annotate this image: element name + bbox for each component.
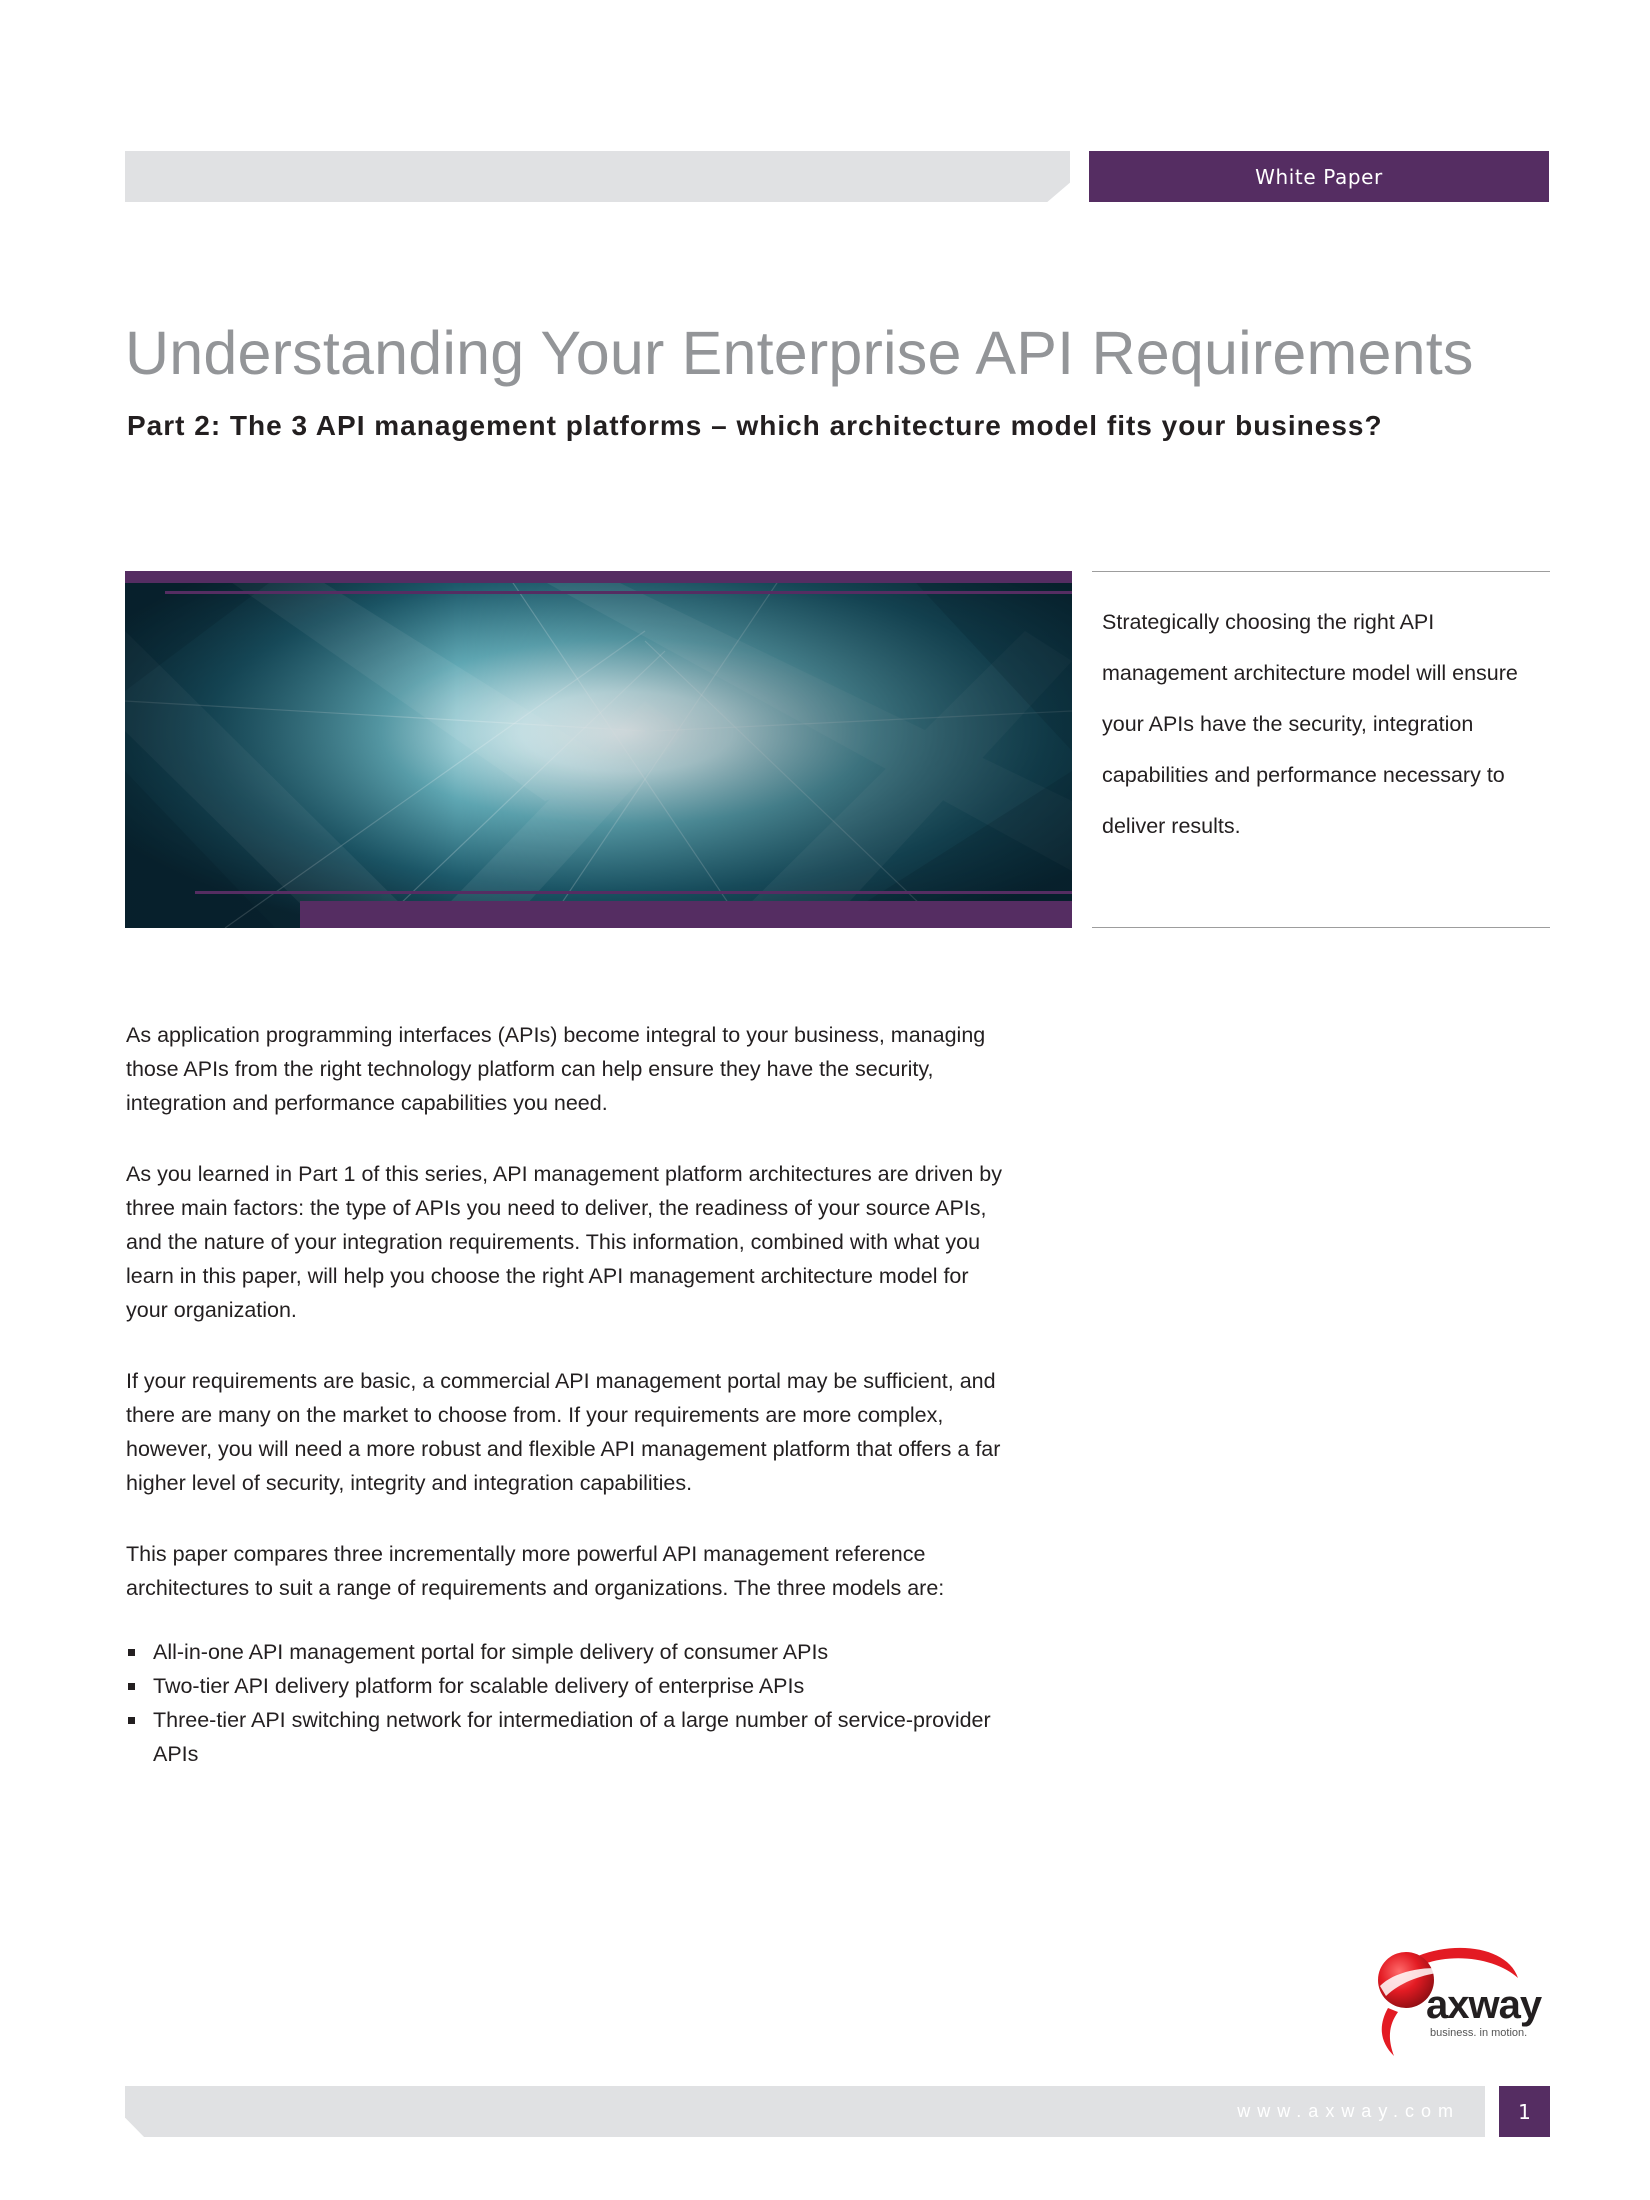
body-paragraph: As you learned in Part 1 of this series, API management platform architectures are driven by three main factors: the type of APIs you need to deliver, the readiness of your source APIs, and the nature of your integration requirements. This information, combined with what you learn in this paper, will help you choose the right API management architecture model for your organization.: [126, 1162, 1002, 1322]
bullet-square-icon: [128, 1717, 135, 1724]
bullet-square-icon: [128, 1649, 135, 1656]
list-item-text: Three-tier API switching network for intermediation of a large number of service-provider APIs: [153, 1708, 991, 1766]
callout-text: Strategically choosing the right API management architecture model will ensure your APIs have the security, integration capabilities and performance necessary to deliver results.: [1102, 610, 1518, 838]
footer-url[interactable]: www.axway.com: [1237, 2101, 1460, 2121]
logo-wordmark: axway: [1426, 1983, 1542, 2027]
document-type-label: White Paper: [1255, 164, 1383, 189]
body-content: [126, 1018, 1006, 1771]
list-item-text: Two-tier API delivery platform for scalable delivery of enterprise APIs: [153, 1674, 805, 1698]
hero-image: [125, 571, 1072, 928]
model-list: [126, 1635, 1006, 1771]
body-paragraph: As application programming interfaces (APIs) become integral to your business, managing those APIs from the right technology platform can help ensure they have the security, integration and performance capabilities you need.: [126, 1023, 986, 1115]
body-paragraph: If your requirements are basic, a commercial API management portal may be sufficient, and there are many on the market to choose from. If your requirements are more complex, however, you will need a more robust and flexible API management platform that offers a far higher level of security, integrity and integration capabilities.: [126, 1369, 1001, 1495]
list-item: [126, 1635, 1006, 1669]
axway-logo: [1358, 1938, 1553, 2064]
body-paragraph: This paper compares three incrementally more powerful API management reference architectures to suit a range of requirements and organizations. The three models are:: [126, 1542, 945, 1600]
header-bar: [125, 151, 1070, 202]
list-item-text: All-in-one API management portal for simple delivery of consumer APIs: [153, 1640, 829, 1664]
page-number: 1: [1499, 2086, 1550, 2137]
callout-bottom-rule: [1092, 927, 1550, 928]
page-subtitle: Part 2: The 3 API management platforms – which architecture model fits your business?: [127, 410, 1383, 441]
callout-top-rule: [1092, 571, 1550, 572]
list-item: [126, 1703, 1006, 1771]
bullet-square-icon: [128, 1683, 135, 1690]
document-type-badge: [1089, 151, 1549, 202]
page-title: Understanding Your Enterprise API Requirements: [125, 319, 1474, 387]
logo-tagline: business. in motion.: [1430, 2027, 1528, 2039]
list-item: [126, 1669, 1006, 1703]
